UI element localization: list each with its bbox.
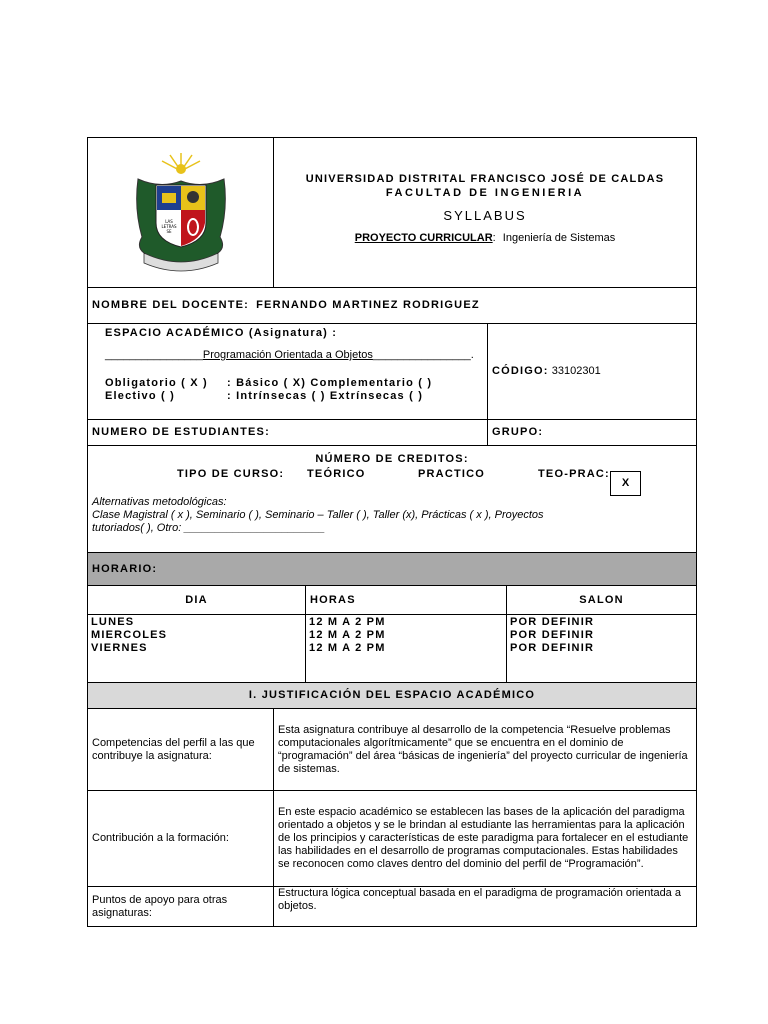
espacio-row1 (105, 377, 487, 390)
alt-line2: tutoriados( ), Otro: _______________________ (92, 522, 326, 534)
horario-title-cell (88, 553, 697, 586)
salon-item: POR DEFINIR (510, 616, 595, 628)
competencias-text-cell (274, 709, 697, 791)
proyecto-label: PROYECTO CURRICULAR (354, 232, 493, 244)
espacio-name-lead: ________________ (105, 349, 203, 361)
contribucion-text: En este espacio académico se establecen las bases de la aplicación del paradigma orientado a objetos y se le brindan al estudiante las herramientas para la aplicación de los principios y características de este paradigma para fortalecer en el estudiante las habilidades en el desarrollo de programas computacionales. Estas habilidades se reconocen como claves dentro del dominio del perfil de “Programación”. (278, 806, 689, 870)
codigo-value: 33102301 (551, 365, 601, 377)
teo-prac-checkbox[interactable]: X (610, 471, 641, 496)
practico-label: PRACTICO (418, 468, 486, 480)
puntos-label-cell (88, 887, 228, 927)
grupo-label: GRUPO: (492, 426, 544, 438)
creditos-cell (88, 446, 697, 553)
horas-cell (306, 615, 507, 683)
spacer-cell (223, 887, 274, 927)
dia-header-label: DIA (185, 593, 208, 606)
docente-value: FERNANDO MARTINEZ RODRIGUEZ (256, 299, 480, 311)
salon-item: POR DEFINIR (510, 629, 595, 641)
teo-prac-label: TEO-PRAC: (538, 468, 610, 480)
hora-item: 12 M A 2 PM (309, 642, 386, 654)
espacio-name: Programación Orientada a Objetos (202, 349, 373, 361)
syllabus-page (87, 137, 696, 927)
proyecto-value: Ingeniería de Sistemas (502, 232, 616, 244)
hora-item: 12 M A 2 PM (309, 616, 386, 628)
estudiantes-label: NUMERO DE ESTUDIANTES: (92, 426, 270, 438)
proyecto-colon: : (492, 232, 496, 244)
docente-label: NOMBRE DEL DOCENTE: (92, 299, 250, 311)
svg-text:LETRAS: LETRAS (160, 223, 177, 229)
dia-header (88, 586, 306, 615)
puntos-text: Estructura lógica conceptual basada en el paradigma de programación orientada a objetos. (278, 887, 681, 912)
university-name: UNIVERSIDAD DISTRITAL FRANCISCO JOSÉ DE CALDAS (305, 173, 665, 185)
justificacion-title-cell (88, 683, 697, 709)
horas-header-label: HORAS (310, 593, 356, 606)
teorico-label: TEÓRICO (307, 468, 366, 480)
competencias-label: Competencias del perfil a las que contribuye la asignatura: (92, 736, 255, 762)
hora-item: 12 M A 2 PM (309, 629, 386, 641)
dias-cell (88, 615, 306, 683)
syllabus-table (87, 137, 697, 927)
dia-item: VIERNES (91, 642, 148, 654)
espacio-row2 (105, 390, 487, 403)
espacio-cell (88, 324, 488, 420)
electivo: Electivo ( ) (105, 390, 176, 402)
syllabus-title: SYLLABUS (443, 208, 527, 223)
coat-of-arms-icon (126, 149, 236, 279)
contribucion-label-cell (88, 791, 229, 887)
codigo-label: CÓDIGO: (492, 365, 549, 377)
espacio-name-tail: ________________. (372, 349, 474, 361)
puntos-label: Puntos de apoyo para otras asignaturas: (92, 893, 228, 919)
salon-header-label: SALON (579, 593, 624, 606)
justificacion-title: I. JUSTIFICACIÓN DEL ESPACIO ACADÉMICO (248, 689, 536, 701)
tipo-curso-row (92, 468, 692, 492)
svg-text:SE: SE (165, 228, 172, 234)
intrinsecas-extrinsecas: : Intrínsecas ( ) Extrínsecas ( ) (227, 390, 424, 402)
faculty-name: FACULTAD DE INGENIERIA (385, 187, 585, 199)
creditos-title: NÚMERO DE CREDITOS: (315, 453, 469, 465)
justificacion-label-cell (88, 709, 255, 791)
spacer-cell (223, 791, 274, 887)
proyecto-curricular (274, 232, 696, 245)
codigo-cell (488, 324, 697, 420)
salon-cell (507, 615, 697, 683)
basico-complementario: : Básico ( X) Complementario ( ) (227, 377, 433, 389)
dia-item: LUNES (91, 616, 135, 628)
horas-header (306, 586, 507, 615)
logo-cell (88, 138, 274, 288)
obligatorio: Obligatorio ( X ) (105, 377, 208, 389)
svg-text:LAS: LAS (164, 218, 173, 224)
espacio-name-line (105, 349, 487, 362)
contribucion-text-cell (274, 791, 697, 887)
horario-title: HORARIO: (92, 562, 158, 575)
salon-item: POR DEFINIR (510, 642, 595, 654)
header-title-cell (274, 138, 697, 288)
competencias-text: Esta asignatura contribuye al desarrollo de la competencia “Resuelve problemas computacionales algorítmicamente” que se encuentra en el dominio de “programación” del área “básicas de ingeniería” del proyecto curricular de ingeniería de sistemas. (278, 723, 688, 775)
alt-title: Alternativas metodológicas: (92, 496, 227, 508)
dia-item: MIERCOLES (91, 629, 168, 641)
alt-line1: Clase Magistral ( x ), Seminario ( ), Seminario – Taller ( ), Taller (x), Prácticas ( x ), Proyectos (92, 509, 544, 521)
contribucion-label: Contribución a la formación: (92, 832, 229, 844)
grupo-cell (488, 420, 697, 446)
salon-header (507, 586, 697, 615)
tipo-curso-label: TIPO DE CURSO: (177, 468, 285, 480)
espacio-label: ESPACIO ACADÉMICO (Asignatura) : (105, 327, 338, 339)
estudiantes-cell (88, 420, 488, 446)
spacer-cell (223, 709, 274, 791)
puntos-text-cell (274, 887, 697, 927)
docente-cell (88, 288, 697, 324)
